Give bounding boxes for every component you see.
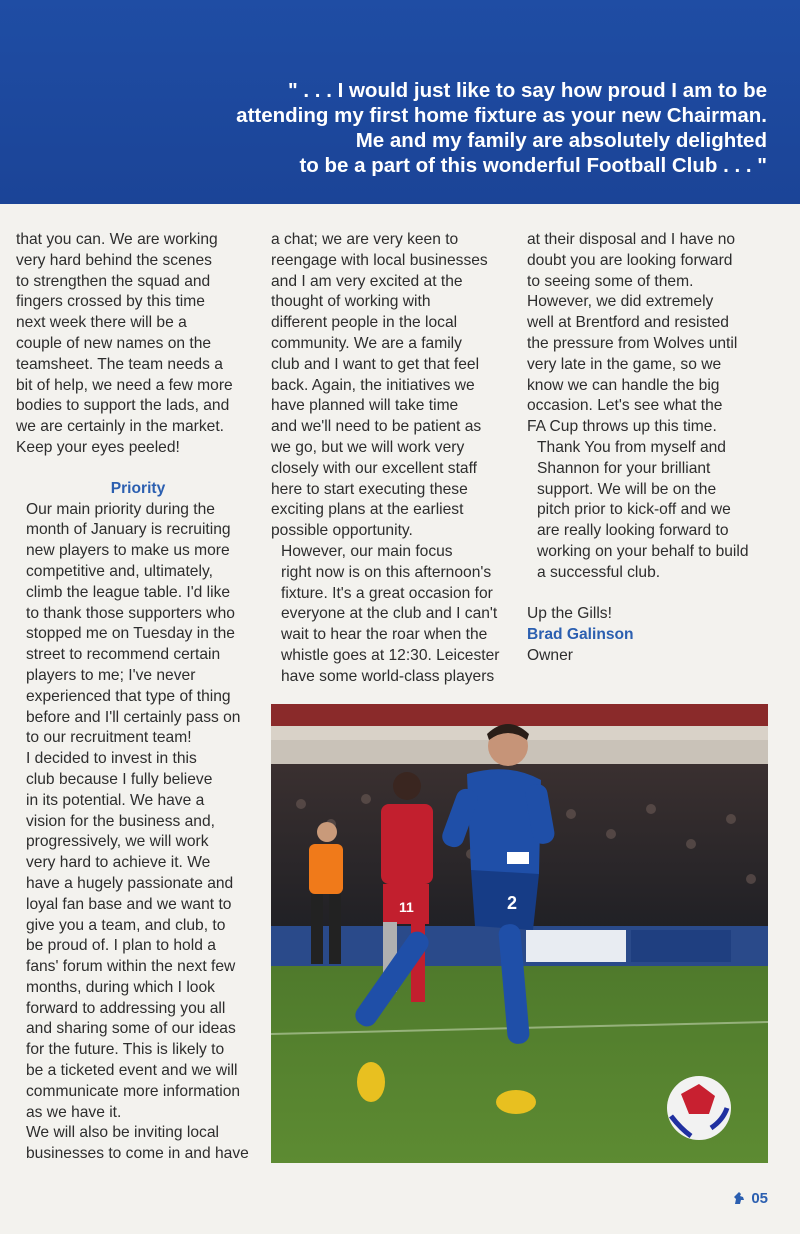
football-action-image (271, 704, 768, 1163)
paragraph (271, 542, 516, 688)
text-line: Thank You from myself and (537, 438, 726, 456)
text-line: as we have it. (26, 1103, 122, 1121)
article-column-1 (16, 230, 260, 1165)
text-line: for the future. This is likely to (26, 1041, 225, 1059)
pull-quote (207, 78, 767, 178)
text-line: everyone at the club and I can't (281, 605, 498, 623)
text-line: doubt you are looking forward (527, 251, 733, 269)
text-line: bodies to support the lads, and (16, 397, 230, 415)
text-line: Our main priority during the (26, 500, 215, 518)
text-line: have some world-class players (281, 667, 495, 685)
text-line: club because I fully believe (26, 770, 213, 788)
text-line: However, we did extremely (527, 293, 714, 311)
text-line: closely with our excellent staff (271, 459, 477, 477)
text-line: pitch prior to kick-off and we (537, 501, 731, 519)
text-line: occasion. Let's see what the (527, 397, 723, 415)
text-line: give you a team, and club, to (26, 916, 226, 934)
text-line: in its potential. We have a (26, 791, 205, 809)
text-line: right now is on this afternoon's (281, 563, 492, 581)
text-line: have a hugely passionate and (26, 874, 234, 892)
text-line: new players to make us more (26, 542, 230, 560)
text-line: next week there will be a (16, 314, 187, 332)
signature-title: Owner (527, 646, 573, 664)
text-line: club and I want to get that feel (271, 355, 480, 373)
text-line: have planned will take time (271, 397, 459, 415)
signature-name: Brad Galinson (527, 626, 634, 644)
text-line: a successful club. (537, 563, 661, 581)
text-line: vision for the business and, (26, 812, 215, 830)
text-line: FA Cup throws up this time. (527, 418, 717, 436)
text-line: working on your behalf to build (537, 542, 749, 560)
text-line: teamsheet. The team needs a (16, 355, 223, 373)
paragraph (271, 230, 516, 542)
text-line: and sharing some of our ideas (26, 1020, 236, 1038)
text-line: a chat; we are very keen to (271, 231, 459, 248)
text-line: thought of working with (271, 293, 431, 311)
signoff: Up the Gills! (527, 605, 612, 623)
paragraph (527, 230, 775, 438)
text-line: here to start executing these (271, 480, 468, 498)
text-line: are really looking forward to (537, 522, 729, 540)
text-line: know we can handle the big (527, 376, 720, 394)
text-line: the pressure from Wolves until (527, 334, 738, 352)
text-line: to strengthen the squad and (16, 272, 211, 290)
text-line: Shannon for your brilliant (537, 459, 711, 477)
text-line: and we'll need to be patient as (271, 418, 482, 436)
page-number (733, 1190, 768, 1207)
paragraph (16, 230, 260, 459)
text-line: However, our main focus (281, 542, 453, 560)
text-line: bit of help, we need a few more (16, 376, 233, 394)
subheading-priority: Priority (110, 479, 166, 497)
text-line: couple of new names on the (16, 334, 212, 352)
text-line: back. Again, the initiatives we (271, 376, 475, 394)
text-line: support. We will be on the (537, 480, 717, 498)
text-line: and I am very excited at the (271, 272, 463, 290)
text-line: be proud of. I plan to hold a (26, 937, 216, 955)
text-line: communicate more information (26, 1082, 241, 1100)
paragraph (16, 1123, 260, 1165)
text-line: Keep your eyes peeled! (16, 438, 180, 456)
text-line: very hard to achieve it. We (26, 854, 211, 872)
text-line: whistle goes at 12:30. Leicester (281, 646, 500, 664)
text-line: at their disposal and I have no (527, 231, 736, 248)
page-number-text: 05 (751, 1190, 768, 1207)
paragraph (16, 749, 260, 1123)
text-line: experienced that type of thing (26, 687, 231, 705)
text-line: very late in the game, so we (527, 355, 722, 373)
text-line: before and I'll certainly pass on (26, 708, 241, 726)
quote-line: Me and my family are absolutely delighted (355, 129, 767, 152)
quote-line: to be a part of this wonderful Football Club . . . " (299, 154, 767, 177)
text-line: reengage with local businesses (271, 251, 488, 269)
article-column-2 (271, 230, 516, 688)
text-line: months, during which I look (26, 978, 215, 996)
text-line: loyal fan base and we want to (26, 895, 232, 913)
text-line: possible opportunity. (271, 522, 413, 540)
quote-line: " . . . I would just like to say how proud I am to be (288, 79, 767, 102)
text-line: that you can. We are working (16, 231, 218, 248)
text-line: climb the league table. I'd like (26, 583, 231, 601)
player-shirt-number: 2 (507, 893, 518, 913)
text-line: we are certainly in the market. (16, 418, 225, 436)
text-line: competitive and, ultimately, (26, 562, 213, 580)
text-line: exciting plans at the earliest (271, 501, 464, 519)
text-line: fans' forum within the next few (26, 958, 236, 976)
text-line: be a ticketed event and we will (26, 1062, 238, 1080)
text-line: we go, but we will work very (271, 438, 465, 456)
horse-crest-icon (733, 1191, 745, 1205)
text-line: to thank those supporters who (26, 604, 235, 622)
rival-shirt-number: 11 (399, 899, 414, 915)
text-line: well at Brentford and resisted (527, 314, 729, 332)
text-line: I decided to invest in this (26, 750, 197, 768)
football-icon (667, 1076, 731, 1140)
paragraph (16, 500, 260, 750)
header-banner (0, 0, 800, 204)
quote-line: attending my first home fixture as your new Chairman. (236, 104, 767, 127)
text-line: to our recruitment team! (26, 729, 192, 747)
text-line: very hard behind the scenes (16, 251, 212, 269)
text-line: month of January is recruiting (26, 521, 231, 539)
text-line: progressively, we will work (26, 833, 209, 851)
paragraph (527, 438, 775, 584)
text-line: stopped me on Tuesday in the (26, 625, 235, 643)
text-line: We will also be inviting local (26, 1124, 219, 1142)
text-line: to seeing some of them. (527, 272, 694, 290)
match-photo (271, 704, 768, 1163)
text-line: community. We are a family (271, 334, 462, 352)
text-line: fingers crossed by this time (16, 293, 205, 311)
text-line: players to me; I've never (26, 666, 196, 684)
text-line: forward to addressing you all (26, 999, 226, 1017)
text-line: businesses to come in and have (26, 1145, 249, 1163)
text-line: fixture. It's a great occasion for (281, 584, 493, 602)
text-line: different people in the local (271, 314, 458, 332)
article-column-3 (527, 230, 775, 667)
text-line: street to recommend certain (26, 646, 221, 664)
text-line: wait to hear the roar when the (281, 626, 488, 644)
